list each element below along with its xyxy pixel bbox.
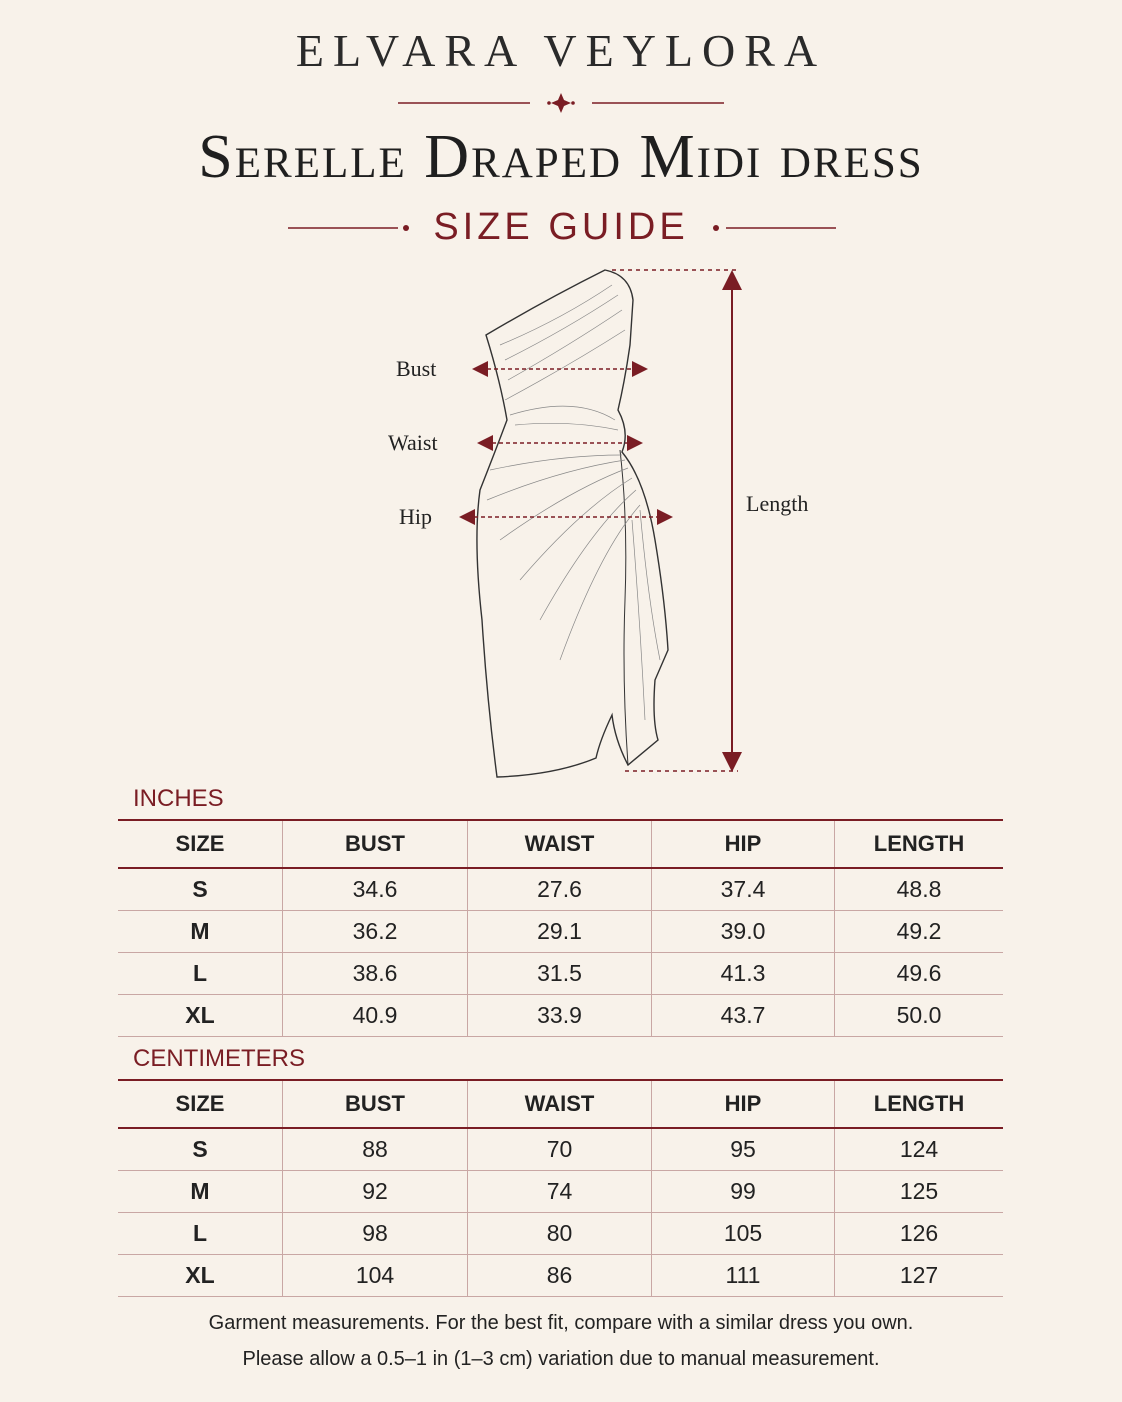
hip-cell: 111 bbox=[652, 1255, 835, 1297]
size-cell: XL bbox=[118, 1255, 283, 1297]
waist-cell: 33.9 bbox=[468, 995, 652, 1037]
size-cell: L bbox=[118, 1213, 283, 1255]
waist-cell: 80 bbox=[468, 1213, 652, 1255]
table-row bbox=[118, 1171, 1003, 1213]
bust-cell: 38.6 bbox=[283, 953, 468, 995]
product-title: Serelle Draped Midi dress bbox=[198, 123, 924, 191]
centimeters-label: CENTIMETERS bbox=[133, 1045, 306, 1072]
footer-note-1: Garment measurements. For the best fit, compare with a similar dress you own. bbox=[208, 1312, 914, 1334]
table-row bbox=[118, 1128, 1003, 1171]
length-cell: 48.8 bbox=[835, 868, 1004, 911]
size-guide-title: SIZE GUIDE bbox=[433, 206, 689, 248]
table-header-row bbox=[118, 820, 1003, 868]
table-row bbox=[118, 911, 1003, 953]
hip-label: Hip bbox=[399, 504, 432, 529]
table-row bbox=[118, 953, 1003, 995]
table-row bbox=[118, 1213, 1003, 1255]
size-cell: XL bbox=[118, 995, 283, 1037]
header-length: LENGTH bbox=[835, 1080, 1004, 1128]
waist-cell: 74 bbox=[468, 1171, 652, 1213]
length-cell: 50.0 bbox=[835, 995, 1004, 1037]
bust-cell: 104 bbox=[283, 1255, 468, 1297]
hip-cell: 95 bbox=[652, 1128, 835, 1171]
hip-cell: 39.0 bbox=[652, 911, 835, 953]
waist-cell: 86 bbox=[468, 1255, 652, 1297]
length-cell: 127 bbox=[835, 1255, 1004, 1297]
dress-sketch bbox=[477, 270, 668, 777]
drape-lines bbox=[487, 285, 660, 720]
bust-cell: 36.2 bbox=[283, 911, 468, 953]
inches-table bbox=[118, 819, 1003, 1037]
hip-cell: 37.4 bbox=[652, 868, 835, 911]
hip-cell: 99 bbox=[652, 1171, 835, 1213]
table-row bbox=[118, 868, 1003, 911]
header-waist: WAIST bbox=[468, 1080, 652, 1128]
length-cell: 49.6 bbox=[835, 953, 1004, 995]
table-row bbox=[118, 995, 1003, 1037]
size-cell: S bbox=[118, 868, 283, 911]
waist-cell: 29.1 bbox=[468, 911, 652, 953]
bust-cell: 40.9 bbox=[283, 995, 468, 1037]
header-size: SIZE bbox=[118, 1080, 283, 1128]
bust-cell: 92 bbox=[283, 1171, 468, 1213]
table-row bbox=[118, 1255, 1003, 1297]
waist-label: Waist bbox=[388, 430, 438, 455]
length-cell: 124 bbox=[835, 1128, 1004, 1171]
size-cell: M bbox=[118, 1171, 283, 1213]
hip-cell: 43.7 bbox=[652, 995, 835, 1037]
table-header-row bbox=[118, 1080, 1003, 1128]
footer-note-2: Please allow a 0.5–1 in (1–3 cm) variation due to manual measurement. bbox=[242, 1348, 880, 1370]
size-cell: L bbox=[118, 953, 283, 995]
header-bust: BUST bbox=[283, 1080, 468, 1128]
waist-cell: 31.5 bbox=[468, 953, 652, 995]
bust-label: Bust bbox=[396, 356, 437, 381]
header-waist: WAIST bbox=[468, 820, 652, 868]
waist-cell: 27.6 bbox=[468, 868, 652, 911]
length-cell: 49.2 bbox=[835, 911, 1004, 953]
size-cell: S bbox=[118, 1128, 283, 1171]
bust-cell: 88 bbox=[283, 1128, 468, 1171]
centimeters-table bbox=[118, 1079, 1003, 1297]
header-hip: HIP bbox=[652, 820, 835, 868]
header-length: LENGTH bbox=[835, 820, 1004, 868]
brand-name: ELVARA VEYLORA bbox=[295, 25, 827, 76]
length-label: Length bbox=[746, 491, 809, 516]
length-cell: 126 bbox=[835, 1213, 1004, 1255]
hip-cell: 105 bbox=[652, 1213, 835, 1255]
header-size: SIZE bbox=[118, 820, 283, 868]
hip-cell: 41.3 bbox=[652, 953, 835, 995]
header-bust: BUST bbox=[283, 820, 468, 868]
size-cell: M bbox=[118, 911, 283, 953]
bust-cell: 98 bbox=[283, 1213, 468, 1255]
inches-label: INCHES bbox=[133, 785, 224, 812]
header-hip: HIP bbox=[652, 1080, 835, 1128]
bust-cell: 34.6 bbox=[283, 868, 468, 911]
length-cell: 125 bbox=[835, 1171, 1004, 1213]
waist-cell: 70 bbox=[468, 1128, 652, 1171]
